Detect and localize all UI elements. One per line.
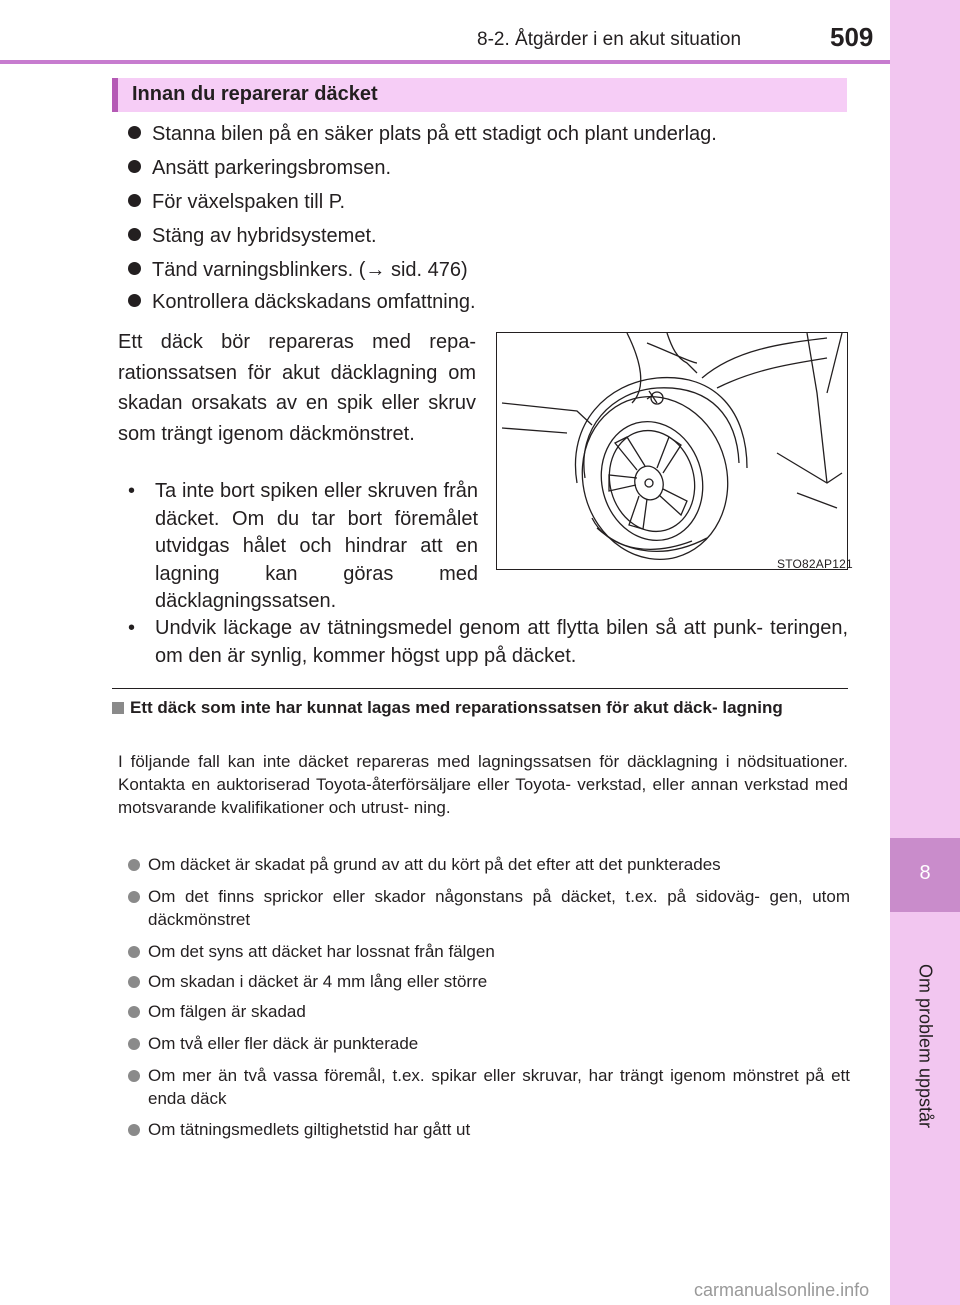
section-heading: Ett däck som inte har kunnat lagas med reparationssatsen för akut däck- lagning xyxy=(112,696,850,719)
bullet-item: Ansätt parkeringsbromsen. xyxy=(128,157,391,180)
bullet-dot-icon xyxy=(128,976,140,988)
bullet-dot-icon xyxy=(128,194,141,207)
bullet-dot-icon xyxy=(128,946,140,958)
bullet-dot-icon xyxy=(128,1070,140,1082)
chapter-number-box xyxy=(890,838,960,912)
bullet-dot-icon xyxy=(128,262,141,275)
section-intro: I följande fall kan inte däcket repareras med lagningssatsen för däcklagning i nödsituationer. Kontakta en auktoriserad Toyota-återförsäljare eller Toyota- verkstad, eller annan verkstad med motsvarande kvalifikationer och utrust- ning. xyxy=(118,752,848,817)
box-heading-text: Innan du reparerar däcket xyxy=(132,83,378,105)
bullet-dot-icon xyxy=(128,1006,140,1018)
bullet-dot-icon xyxy=(128,160,141,173)
bullet-item: Kontrollera däckskadans omfattning. xyxy=(128,291,476,314)
bullet-dot-icon xyxy=(128,294,141,307)
bullet-item: Stäng av hybridsystemet. xyxy=(128,225,377,248)
chapter-number: 8 xyxy=(919,862,931,884)
condition-item: Om däcket är skadat på grund av att du kört på det efter att det punkterades xyxy=(128,853,850,876)
header-rule xyxy=(0,60,890,64)
square-bullet-icon xyxy=(112,702,124,714)
flat-tire-illustration-icon xyxy=(497,333,847,569)
bullet-dot-icon xyxy=(128,1124,140,1136)
bullet-item: För växelspaken till P. xyxy=(128,191,345,214)
condition-item: Om två eller fler däck är punkterade xyxy=(128,1032,850,1055)
condition-item: Om skadan i däcket är 4 mm lång eller större xyxy=(128,970,850,993)
condition-item: Om mer än två vassa föremål, t.ex. spikar eller skruvar, har trängt igenom mönstret på ett enda däck xyxy=(128,1064,850,1110)
bullet-dot-icon xyxy=(128,1038,140,1050)
figure-label: STO82AP121 xyxy=(777,557,853,571)
bullet-item: Stanna bilen på en säker plats på ett stadigt och plant underlag. xyxy=(128,123,717,146)
bullet-dot-icon xyxy=(128,228,141,241)
section-title: 8-2. Åtgärder i en akut situation xyxy=(477,29,742,50)
sub-bullet-item: • Undvik läckage av tätningsmedel genom att flytta bilen så att punk- teringen, om den är synlig, kommer högst upp på däcket. xyxy=(128,617,848,667)
box-heading xyxy=(112,78,847,112)
bullet-dot-icon xyxy=(128,126,141,139)
page-number: 509 xyxy=(830,22,874,52)
condition-item: Om tätningsmedlets giltighetstid har gått ut xyxy=(128,1118,850,1141)
bullet-item: Tänd varningsblinkers. (→ sid. 476) xyxy=(128,259,468,282)
bullet-dot-icon xyxy=(128,891,140,903)
condition-item: Om det syns att däcket har lossnat från fälgen xyxy=(128,940,850,963)
section-divider xyxy=(112,688,848,689)
watermark: carmanualsonline.info xyxy=(694,1280,870,1300)
condition-item: Om det finns sprickor eller skador någonstans på däcket, t.ex. på sidoväg- gen, utom däckmönstret xyxy=(128,885,850,931)
chapter-title: Om problem uppstår xyxy=(915,963,936,1129)
intro-paragraph: Ett däck bör repareras med repa- rationssatsen för akut däcklagning om skadan orsakats av en spik eller skruv som trängt igenom däckmönstret. xyxy=(118,331,476,445)
flat-tire-figure xyxy=(496,332,848,570)
sub-bullet-item: • Ta inte bort spiken eller skruven från däcket. Om du tar bort föremålet utvidgas hålet och hindrar att en lagning kan göras med däcklagningssatsen. xyxy=(128,480,478,612)
condition-item: Om fälgen är skadad xyxy=(128,1000,850,1023)
bullet-dot-icon xyxy=(128,859,140,871)
